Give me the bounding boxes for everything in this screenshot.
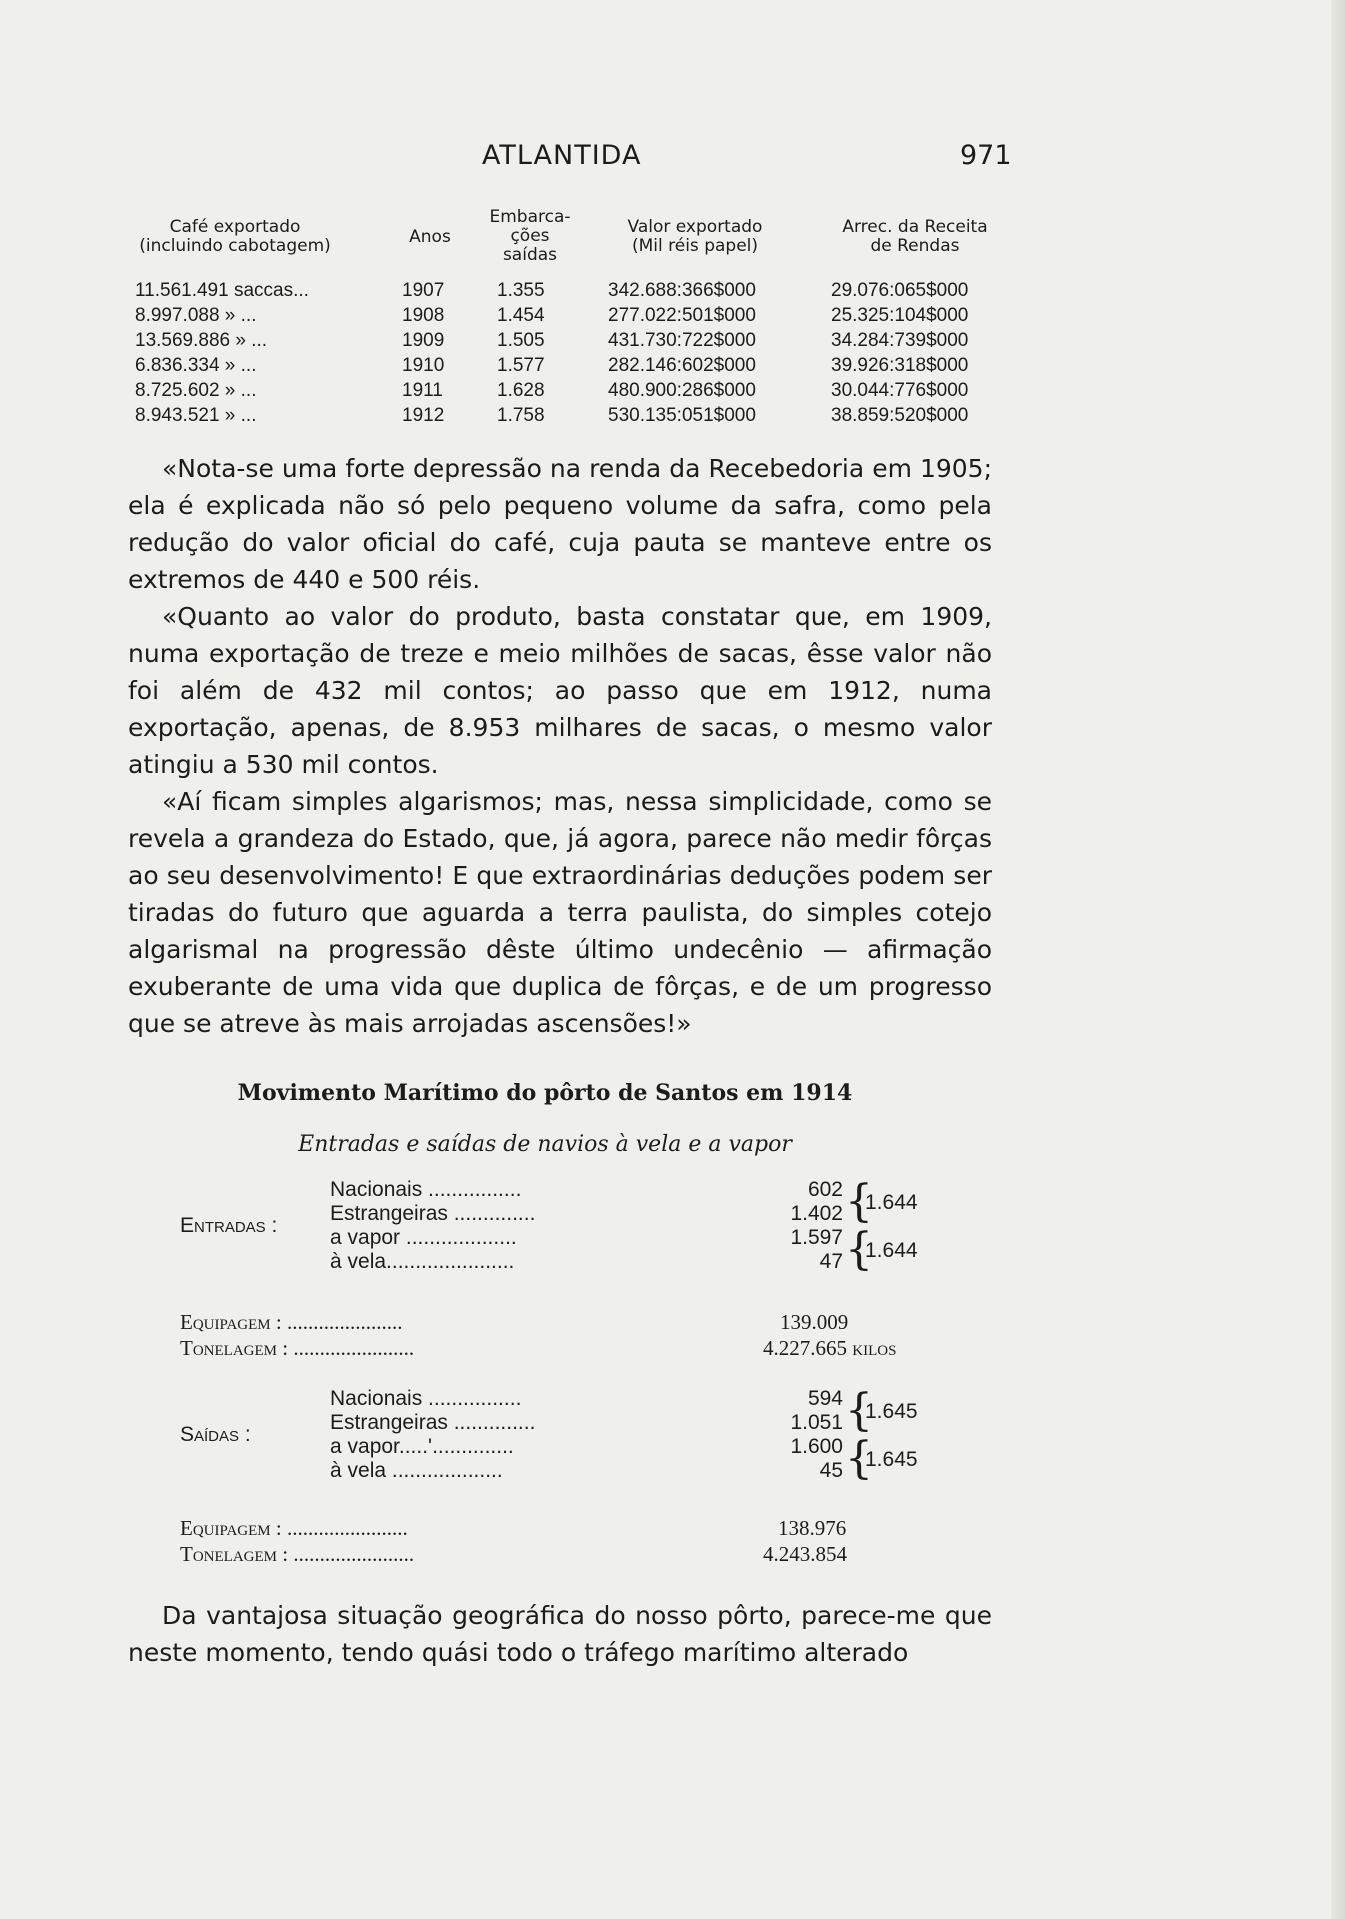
brace-icon: { (845, 1433, 873, 1484)
cell-arrecadacao: 38.859:520$000 (831, 405, 969, 426)
cell-embarcacoes: 1.758 (497, 405, 545, 426)
saidas-block (180, 1387, 980, 1497)
column-header-arrecadacao (815, 218, 1015, 256)
cell-arrecadacao: 39.926:318$000 (831, 355, 969, 376)
cell-valor: 342.688:366$000 (608, 280, 756, 301)
column-header-anos (390, 228, 470, 247)
cell-cafe: 8.943.521 » ... (135, 405, 257, 426)
saidas-line-label: a vapor.....'.............. (330, 1435, 514, 1458)
column-header-embarcacoes (475, 208, 585, 265)
entradas-line-label: Nacionais ................ (330, 1178, 522, 1201)
table-row (135, 305, 1015, 330)
cell-arrecadacao: 29.076:065$000 (831, 280, 969, 301)
table-row (135, 355, 1015, 380)
page-edge-shadow (1331, 0, 1345, 1919)
equipagem-label: Equipagem : ....................... (180, 1516, 408, 1540)
header-text: Arrec. da Receita (842, 217, 988, 237)
table-row (135, 280, 1015, 305)
paragraph-situacao-geografica (128, 1597, 992, 1671)
tonelagem-value: 4.243.854 (763, 1542, 847, 1566)
header-text: (incluindo cabotagem) (139, 236, 331, 256)
cell-valor: 530.135:051$000 (608, 405, 756, 426)
cell-ano: 1908 (402, 305, 445, 326)
header-text: ções (510, 226, 550, 246)
header-text: Anos (409, 227, 451, 247)
table-row (135, 405, 1015, 430)
cell-embarcacoes: 1.355 (497, 280, 545, 301)
header-text: Embarca- (489, 207, 571, 227)
paragraph-algarismos (128, 783, 992, 1042)
saidas-total: 1.645 (865, 1448, 918, 1471)
cell-arrecadacao: 30.044:776$000 (831, 380, 969, 401)
saidas-label: Saídas : (180, 1423, 251, 1446)
section-subtitle: Entradas e saídas de navios à vela e a vapor (298, 1132, 792, 1157)
brace-icon: { (845, 1224, 873, 1275)
tonelagem-label: Tonelagem : ....................... (180, 1542, 415, 1566)
entradas-line-value: 1.402 (790, 1202, 843, 1225)
entradas-label: Entradas : (180, 1214, 278, 1237)
entradas-block (180, 1178, 980, 1288)
cell-cafe: 8.997.088 » ... (135, 305, 257, 326)
table-row (135, 330, 1015, 355)
saidas-tonelagem (180, 1542, 847, 1567)
page-header (0, 140, 1345, 180)
cell-valor: 277.022:501$000 (608, 305, 756, 326)
cell-arrecadacao: 34.284:739$000 (831, 330, 969, 351)
cell-arrecadacao: 25.325:104$000 (831, 305, 969, 326)
entradas-line-value: 1.597 (790, 1226, 843, 1249)
column-header-valor (595, 218, 795, 256)
cell-embarcacoes: 1.577 (497, 355, 545, 376)
brace-icon: { (845, 1385, 873, 1436)
cell-ano: 1912 (402, 405, 445, 426)
cell-cafe: 13.569.886 » ... (135, 330, 268, 351)
paragraph-recebedoria (128, 450, 992, 598)
page-number: 971 (960, 140, 1012, 171)
saidas-line-value: 1.051 (790, 1411, 843, 1434)
running-title: ATLANTIDA (482, 140, 642, 171)
header-text: saídas (502, 245, 558, 265)
paragraph-text: «Aí ficam simples algarismos; mas, nessa simplicidade, como se revela a grandeza do Estado, que, já agora, parece não medir fôrças ao seu desenvolvimento! E que extraordinárias deduções podem ser tiradas do futuro que aguarda a terra paulista, do simples cotejo algarismal na progressão dêste último undecênio — afirmação exuberante de uma vida que duplica de fôrças, e de um progresso que se atreve às mais arrojadas ascensões!» (128, 787, 992, 1038)
equipagem-value: 138.976 (778, 1516, 847, 1540)
cell-embarcacoes: 1.454 (497, 305, 545, 326)
entradas-line-label: à vela...................... (330, 1250, 515, 1273)
cell-valor: 431.730:722$000 (608, 330, 756, 351)
header-text: Café exportado (169, 217, 301, 237)
entradas-total: 1.644 (865, 1239, 918, 1262)
section-title: Movimento Marítimo do pôrto de Santos em 1914 (237, 1080, 853, 1106)
entradas-total: 1.644 (865, 1191, 918, 1214)
entradas-tonelagem (180, 1336, 897, 1361)
entradas-line-label: Estrangeiras .............. (330, 1202, 536, 1225)
entradas-line-value: 602 (807, 1178, 843, 1201)
paragraph-text: «Nota-se uma forte depressão na renda da Recebedoria em 1905; ela é explicada não só pelo pequeno volume da safra, como pela redução do valor oficial do café, cuja pauta se manteve entre os extremos de 440 e 500 réis. (128, 454, 992, 594)
cell-valor: 480.900:286$000 (608, 380, 756, 401)
entradas-equipagem (180, 1310, 849, 1335)
table-row (135, 380, 1015, 405)
cell-embarcacoes: 1.628 (497, 380, 545, 401)
saidas-line-label: Nacionais ................ (330, 1387, 522, 1410)
cell-cafe: 11.561.491 saccas... (135, 280, 309, 301)
entradas-line-value: 47 (819, 1250, 843, 1273)
paragraph-valor-produto (128, 598, 992, 783)
header-text: (Mil réis papel) (631, 236, 759, 256)
saidas-line-value: 594 (807, 1387, 843, 1410)
saidas-line-label: à vela ................... (330, 1459, 503, 1482)
cell-ano: 1907 (402, 280, 445, 301)
paragraph-text: Da vantajosa situação geográfica do nosso pôrto, parece-me que neste momento, tendo quási todo o tráfego marítimo alterado (128, 1601, 992, 1667)
saidas-total: 1.645 (865, 1400, 918, 1423)
cell-cafe: 6.836.334 » ... (135, 355, 257, 376)
saidas-line-label: Estrangeiras .............. (330, 1411, 536, 1434)
equipagem-value: 139.009 (780, 1310, 849, 1334)
saidas-line-value: 1.600 (790, 1435, 843, 1458)
tonelagem-value: 4.227.665 kilos (763, 1336, 897, 1360)
paragraph-text: «Quanto ao valor do produto, basta constatar que, em 1909, numa exportação de treze e meio milhões de sacas, êsse valor não foi além de 432 mil contos; ao passo que em 1912, numa exportação, apenas, de 8.953 milhares de sacas, o mesmo valor atingiu a 530 mil contos. (128, 602, 992, 779)
cell-ano: 1911 (402, 380, 443, 401)
tonelagem-label: Tonelagem : ....................... (180, 1336, 415, 1360)
cell-valor: 282.146:602$000 (608, 355, 756, 376)
header-text: de Rendas (870, 236, 960, 256)
cell-ano: 1910 (402, 355, 445, 376)
entradas-line-label: a vapor ................... (330, 1226, 517, 1249)
cell-ano: 1909 (402, 330, 445, 351)
saidas-line-value: 45 (819, 1459, 843, 1482)
cell-cafe: 8.725.602 » ... (135, 380, 257, 401)
header-text: Valor exportado (627, 217, 763, 237)
column-header-cafe (135, 218, 335, 256)
saidas-equipagem (180, 1516, 847, 1541)
equipagem-label: Equipagem : ...................... (180, 1310, 403, 1334)
cell-embarcacoes: 1.505 (497, 330, 545, 351)
brace-icon: { (845, 1176, 873, 1227)
